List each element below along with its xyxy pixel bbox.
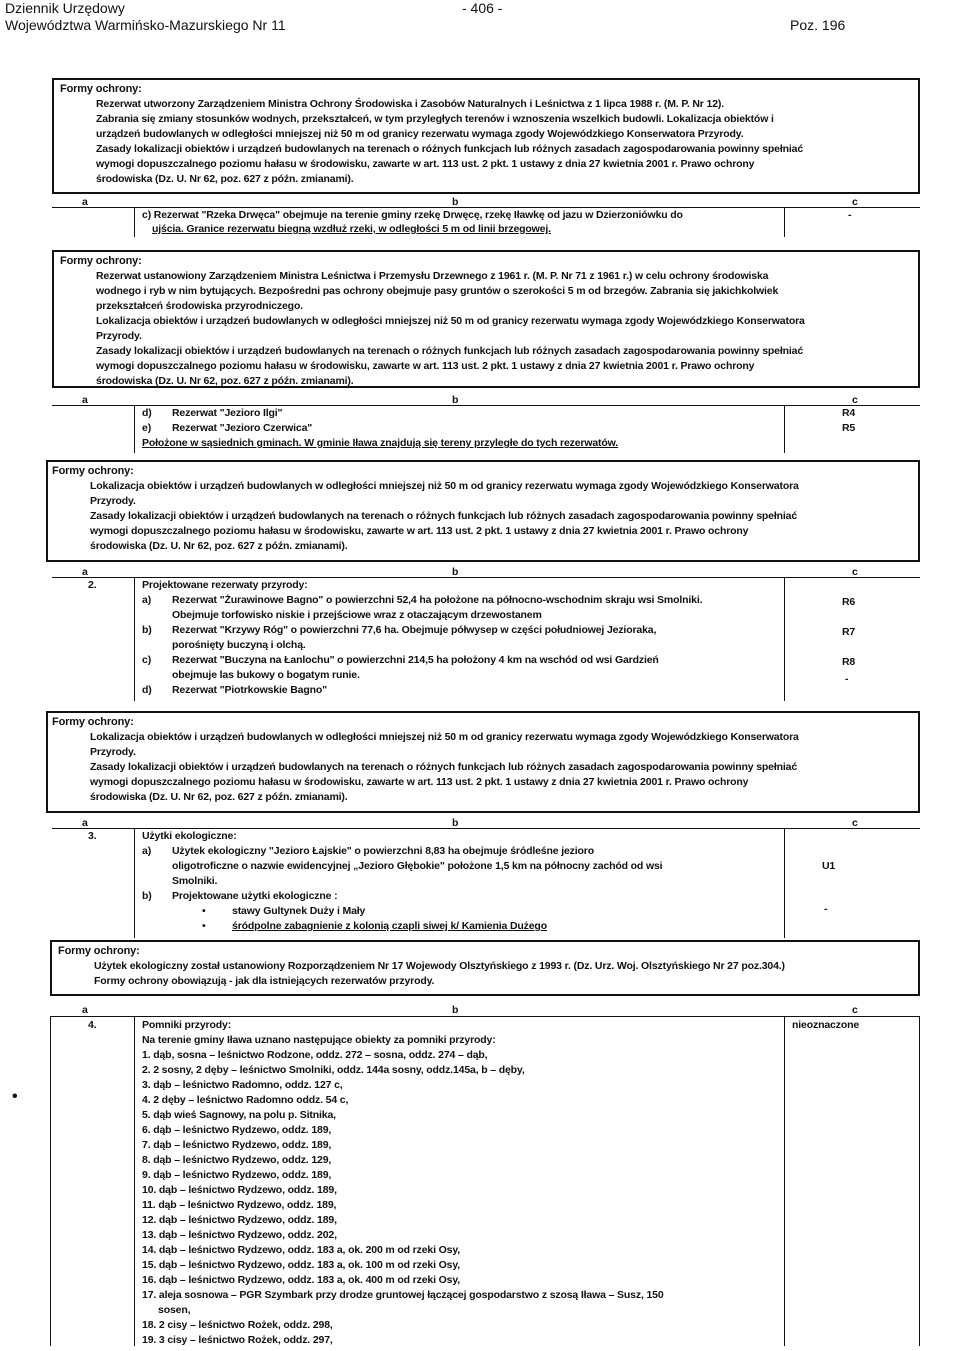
section-heading: Projektowane rezerwaty przyrody:	[142, 579, 308, 591]
section-number: 2.	[88, 579, 97, 591]
text-line: Rezerwat ustanowiony Zarządzeniem Ministra Leśnictwa i Przemysłu Drzewnego z 1961 r. (M. P. Nr 71 z 1961 r.) w celu ochrony środowiska	[96, 270, 769, 282]
col-b-header: b	[452, 394, 459, 406]
column-divider	[134, 207, 135, 237]
col-a-header: a	[82, 1004, 88, 1016]
list-item: 16. dąb – leśnictwo Rydzewo, oddz. 183 a, ok. 400 m od rzeki Osy,	[142, 1274, 461, 1286]
section-number: 3.	[88, 830, 97, 842]
eco-site-heading: Projektowane użytki ekologiczne :	[172, 890, 338, 902]
eco-site-description: Smolniki.	[172, 875, 218, 887]
text-line: Użytek ekologiczny został ustanowiony Rozporządzeniem Nr 17 Wojewody Olsztyńskiego z 1993 r. (Dz. Urz. Woj. Olsztyńskiego Nr 27 poz.304.)	[94, 960, 785, 972]
list-item: 19. 3 cisy – leśnictwo Rożek, oddz. 297,	[142, 1334, 333, 1346]
protection-forms-title: Formy ochrony:	[58, 945, 140, 957]
item-label: a)	[142, 594, 152, 606]
col-c-header: c	[852, 566, 858, 578]
text-line: Lokalizacja obiektów i urządzeń budowlanych w odległości mniejszej niż 50 m od granicy rezerwatu wymaga zgody Wojewódzkiego Konserwatora	[90, 731, 799, 743]
text-line: Zasady lokalizacji obiektów i urządzeń budowlanych na terenach o różnych funkcjach lub różnych zasadach zagospodarowania powinny spełniać	[96, 345, 804, 357]
table-border	[919, 1016, 920, 1346]
section-number: 4.	[88, 1019, 97, 1031]
protection-forms-box-2	[52, 250, 920, 388]
col-c-header: c	[852, 1004, 858, 1016]
list-item: 3. dąb – leśnictwo Radomno, oddz. 127 c,	[142, 1079, 343, 1091]
list-item: 7. dąb – leśnictwo Rydzewo, oddz. 189,	[142, 1139, 332, 1151]
list-item: 15. dąb – leśnictwo Rydzewo, oddz. 183 a, ok. 100 m od rzeki Osy,	[142, 1259, 461, 1271]
monument-code: nieoznaczone	[792, 1019, 860, 1031]
protection-forms-title: Formy ochrony:	[52, 465, 134, 477]
text-line: środowiska (Dz. U. Nr 62, poz. 627 z późn. zmianami).	[90, 540, 348, 552]
item-label: b)	[142, 890, 152, 902]
protection-forms-title: Formy ochrony:	[60, 255, 142, 267]
col-c-header: c	[852, 196, 858, 208]
text-line: wymogi dopuszczalnego poziomu hałasu w środowisku, zawarte w art. 113 ust. 2 pkt. 1 ustawy z dnia 27 kwietnia 2001 r. Prawo ochrony	[90, 776, 749, 788]
column-divider	[784, 828, 785, 938]
text-line: Zasady lokalizacji obiektów i urządzeń budowlanych na terenach o różnych funkcjach lub różnych zasadach zagospodarowania powinny spełniać	[90, 761, 798, 773]
list-item: 5. dąb wieś Sagnowy, na polu p. Sitnika,	[142, 1109, 336, 1121]
table-rule	[50, 1016, 920, 1017]
table-border	[50, 1016, 51, 1346]
list-item: 13. dąb – leśnictwo Rydzewo, oddz. 202,	[142, 1229, 337, 1241]
column-divider	[134, 577, 135, 701]
text-line: wodnego i ryb w nim bytujących. Bezpośredni pas ochrony obejmuje pasy gruntów o szerokości 5 m od brzegów. Zabrania się jakichkolwiek	[96, 285, 779, 297]
list-item: sosen,	[158, 1304, 191, 1316]
journal-title: Dziennik Urzędowy	[5, 0, 125, 16]
reserve-description: Rezerwat "Krzywy Róg" o powierzchni 77,6 ha. Obejmuje półwysep w części południowej Jezioraka,	[172, 624, 657, 636]
protection-forms-box-4	[46, 711, 920, 813]
list-item: 17. aleja sosnowa – PGR Szymbark przy drodze gruntowej łączącej gospodarstwo z szosą Iława – Susz, 150	[142, 1289, 664, 1301]
reserve-code: R6	[842, 596, 856, 608]
reserve-code: -	[845, 673, 849, 685]
text-line: Zasady lokalizacji obiektów i urządzeń budowlanych na terenach o różnych funkcjach lub różnych zasadach zagospodarowania powinny spełniać	[90, 510, 798, 522]
reserve-description: porośnięty buczyną i olchą.	[172, 639, 306, 651]
text-line: Przyrody.	[96, 330, 142, 342]
eco-site-item: śródpolne zabagnienie z kolonią czapli siwej k/ Kamienia Dużego	[232, 920, 547, 932]
text-line: Zabrania się zmiany stosunków wodnych, przekształceń, w tym przyległych terenów i wznoszenia wszelkich budowli. Lokalizacja obiektów i	[96, 113, 774, 125]
col-a-header: a	[82, 817, 88, 829]
item-label: b)	[142, 624, 152, 636]
reserve-entry-c-cont: ujścia. Granice rezerwatu biegną wzdłuż rzeki, w odległości 5 m od linii brzegowej.	[152, 223, 551, 235]
eco-site-code: -	[824, 903, 828, 915]
text-line: środowiska (Dz. U. Nr 62, poz. 627 z późn. zmianami).	[90, 791, 348, 803]
reserve-code: R8	[842, 656, 856, 668]
text-line: Lokalizacja obiektów i urządzeń budowlanych w odległości mniejszej niż 50 m od granicy rezerwatu wymaga zgody Wojewódzkiego Konserwatora	[96, 315, 805, 327]
reserve-description: obejmuje las bukowy o bogatym runie.	[172, 669, 360, 681]
eco-site-code: U1	[822, 860, 836, 872]
item-label: d)	[142, 684, 152, 696]
column-divider	[784, 1016, 785, 1346]
column-divider	[134, 1016, 135, 1346]
text-line: Lokalizacja obiektów i urządzeń budowlanych w odległości mniejszej niż 50 m od granicy rezerwatu wymaga zgody Wojewódzkiego Konserwatora	[90, 480, 799, 492]
column-divider	[134, 828, 135, 938]
reserve-code: R7	[842, 626, 856, 638]
eco-site-description: oligotroficzne o nazwie ewidencyjnej „Jezioro Głębokie" położone 1,5 km na północny zachód od wsi	[172, 860, 663, 872]
reserve-note: Położone w sąsiednich gminach. W gminie Iława znajdują się tereny przyległe do tych rezerwatów.	[142, 437, 619, 449]
text-line: wymogi dopuszczalnego poziomu hałasu w środowisku, zawarte w art. 113 ust. 2 pkt. 1 ustawy z dnia 27 kwietnia 2001 r. Prawo ochrony	[90, 525, 749, 537]
protection-forms-box-3	[46, 460, 920, 562]
monument-intro: Na terenie gminy Iława uznano następujące obiekty za pomniki przyrody:	[142, 1034, 496, 1046]
column-divider	[784, 405, 785, 453]
col-a-header: a	[82, 394, 88, 406]
reserve-entry-c: c) Rezerwat "Rzeka Drwęca" obejmuje na terenie gminy rzekę Drwęcę, rzekę Iławkę od jazu w Dzierzoniówku do	[142, 209, 683, 221]
protection-forms-title: Formy ochrony:	[52, 716, 134, 728]
reserve-code: -	[848, 209, 852, 221]
item-label: e)	[142, 422, 152, 434]
section-heading: Użytki ekologiczne:	[142, 830, 237, 842]
section-heading: Pomniki przyrody:	[142, 1019, 232, 1031]
protection-forms-title: Formy ochrony:	[60, 83, 142, 95]
text-line: środowiska (Dz. U. Nr 62, poz. 627 z późn. zmianami).	[96, 173, 354, 185]
col-b-header: b	[452, 196, 459, 208]
position-number: Poz. 196	[790, 17, 846, 33]
text-line: przekształceń środowiska przyrodniczego.	[96, 300, 303, 312]
text-line: Formy ochrony obowiązują - jak dla istniejących rezerwatów przyrody.	[94, 975, 435, 987]
text-line: Rezerwat utworzony Zarządzeniem Ministra Ochrony Środowiska i Zasobów Naturalnych i Leśnictwa z 1 lipca 1988 r. (M. P. Nr 12).	[96, 98, 725, 110]
reserve-description: Rezerwat "Żurawinowe Bagno" o powierzchni 52,4 ha położone na północno-wschodnim skraju wsi Smolniki.	[172, 594, 703, 606]
col-b-header: b	[452, 1004, 459, 1016]
reserve-name: Rezerwat "Jezioro Ilgi"	[172, 407, 283, 419]
reserve-name: Rezerwat "Jezioro Czerwica"	[172, 422, 313, 434]
protection-forms-box-1	[52, 78, 920, 194]
list-item: 4. 2 dęby – leśnictwo Radomno oddz. 54 c,	[142, 1094, 349, 1106]
column-divider	[784, 207, 785, 237]
list-item: 11. dąb – leśnictwo Rydzewo, oddz. 189,	[142, 1199, 337, 1211]
margin-mark: •	[12, 1088, 18, 1105]
text-line: środowiska (Dz. U. Nr 62, poz. 627 z późn. zmianami).	[96, 375, 354, 387]
list-item: 18. 2 cisy – leśnictwo Rożek, oddz. 298,	[142, 1319, 333, 1331]
reserve-description: Rezerwat "Buczyna na Łanlochu" o powierzchni 214,5 ha położony 4 km na wschód od wsi Gardzień	[172, 654, 659, 666]
list-item: 2. 2 sosny, 2 dęby – leśnictwo Smolniki, oddz. 144a sosny, oddz.145a, b – dęby,	[142, 1064, 525, 1076]
list-item: 9. dąb – leśnictwo Rydzewo, oddz. 189,	[142, 1169, 332, 1181]
item-label: a)	[142, 845, 152, 857]
bullet-icon: •	[202, 905, 206, 917]
list-item: 6. dąb – leśnictwo Rydzewo, oddz. 189,	[142, 1124, 332, 1136]
list-item: 14. dąb – leśnictwo Rydzewo, oddz. 183 a, ok. 200 m od rzeki Osy,	[142, 1244, 461, 1256]
text-line: wymogi dopuszczalnego poziomu hałasu w środowisku, zawarte w art. 113 ust. 2 pkt. 1 ustawy z dnia 27 kwietnia 2001 r. Prawo ochrony	[96, 360, 755, 372]
page-number: - 406 -	[462, 0, 503, 16]
reserve-description: Rezerwat "Piotrkowskie Bagno"	[172, 684, 327, 696]
item-label: d)	[142, 407, 152, 419]
col-b-header: b	[452, 566, 459, 578]
eco-site-description: Użytek ekologiczny "Jezioro Łajskie" o powierzchni 8,83 ha obejmuje śródleśne jezioro	[172, 845, 595, 857]
col-c-header: c	[852, 817, 858, 829]
text-line: Przyrody.	[90, 746, 136, 758]
item-label: c)	[142, 654, 152, 666]
journal-subtitle: Województwa Warmińsko-Mazurskiego Nr 11	[5, 17, 286, 33]
list-item: 8. dąb – leśnictwo Rydzewo, oddz. 129,	[142, 1154, 332, 1166]
text-line: urządzeń budowlanych w odległości mniejszej niż 50 m od granicy rezerwatu wymaga zgody Wojewódzkiego Konserwatora Przyrody.	[96, 128, 744, 140]
text-line: Przyrody.	[90, 495, 136, 507]
bullet-icon: •	[202, 920, 206, 932]
protection-forms-box-5	[50, 940, 920, 996]
column-divider	[784, 577, 785, 701]
col-a-header: a	[82, 196, 88, 208]
eco-site-item: stawy Gultynek Duży i Mały	[232, 905, 366, 917]
reserve-code: R4	[842, 407, 856, 419]
reserve-code: R5	[842, 422, 856, 434]
reserve-description: Obejmuje torfowisko niskie i przejściowe wraz z otaczającym drzewostanem	[172, 609, 542, 621]
text-line: wymogi dopuszczalnego poziomu hałasu w środowisku, zawarte w art. 113 ust. 2 pkt. 1 ustawy z dnia 27 kwietnia 2001 r. Prawo ochrony	[96, 158, 755, 170]
list-item: 1. dąb, sosna – leśnictwo Rodzone, oddz. 272 – sosna, oddz. 274 – dąb,	[142, 1049, 488, 1061]
col-b-header: b	[452, 817, 459, 829]
col-a-header: a	[82, 566, 88, 578]
list-item: 10. dąb – leśnictwo Rydzewo, oddz. 189,	[142, 1184, 337, 1196]
col-c-header: c	[852, 394, 858, 406]
text-line: Zasady lokalizacji obiektów i urządzeń budowlanych na terenach o różnych funkcjach lub różnych zasadach zagospodarowania powinny spełniać	[96, 143, 804, 155]
list-item: 12. dąb – leśnictwo Rydzewo, oddz. 189,	[142, 1214, 337, 1226]
column-divider	[134, 405, 135, 453]
